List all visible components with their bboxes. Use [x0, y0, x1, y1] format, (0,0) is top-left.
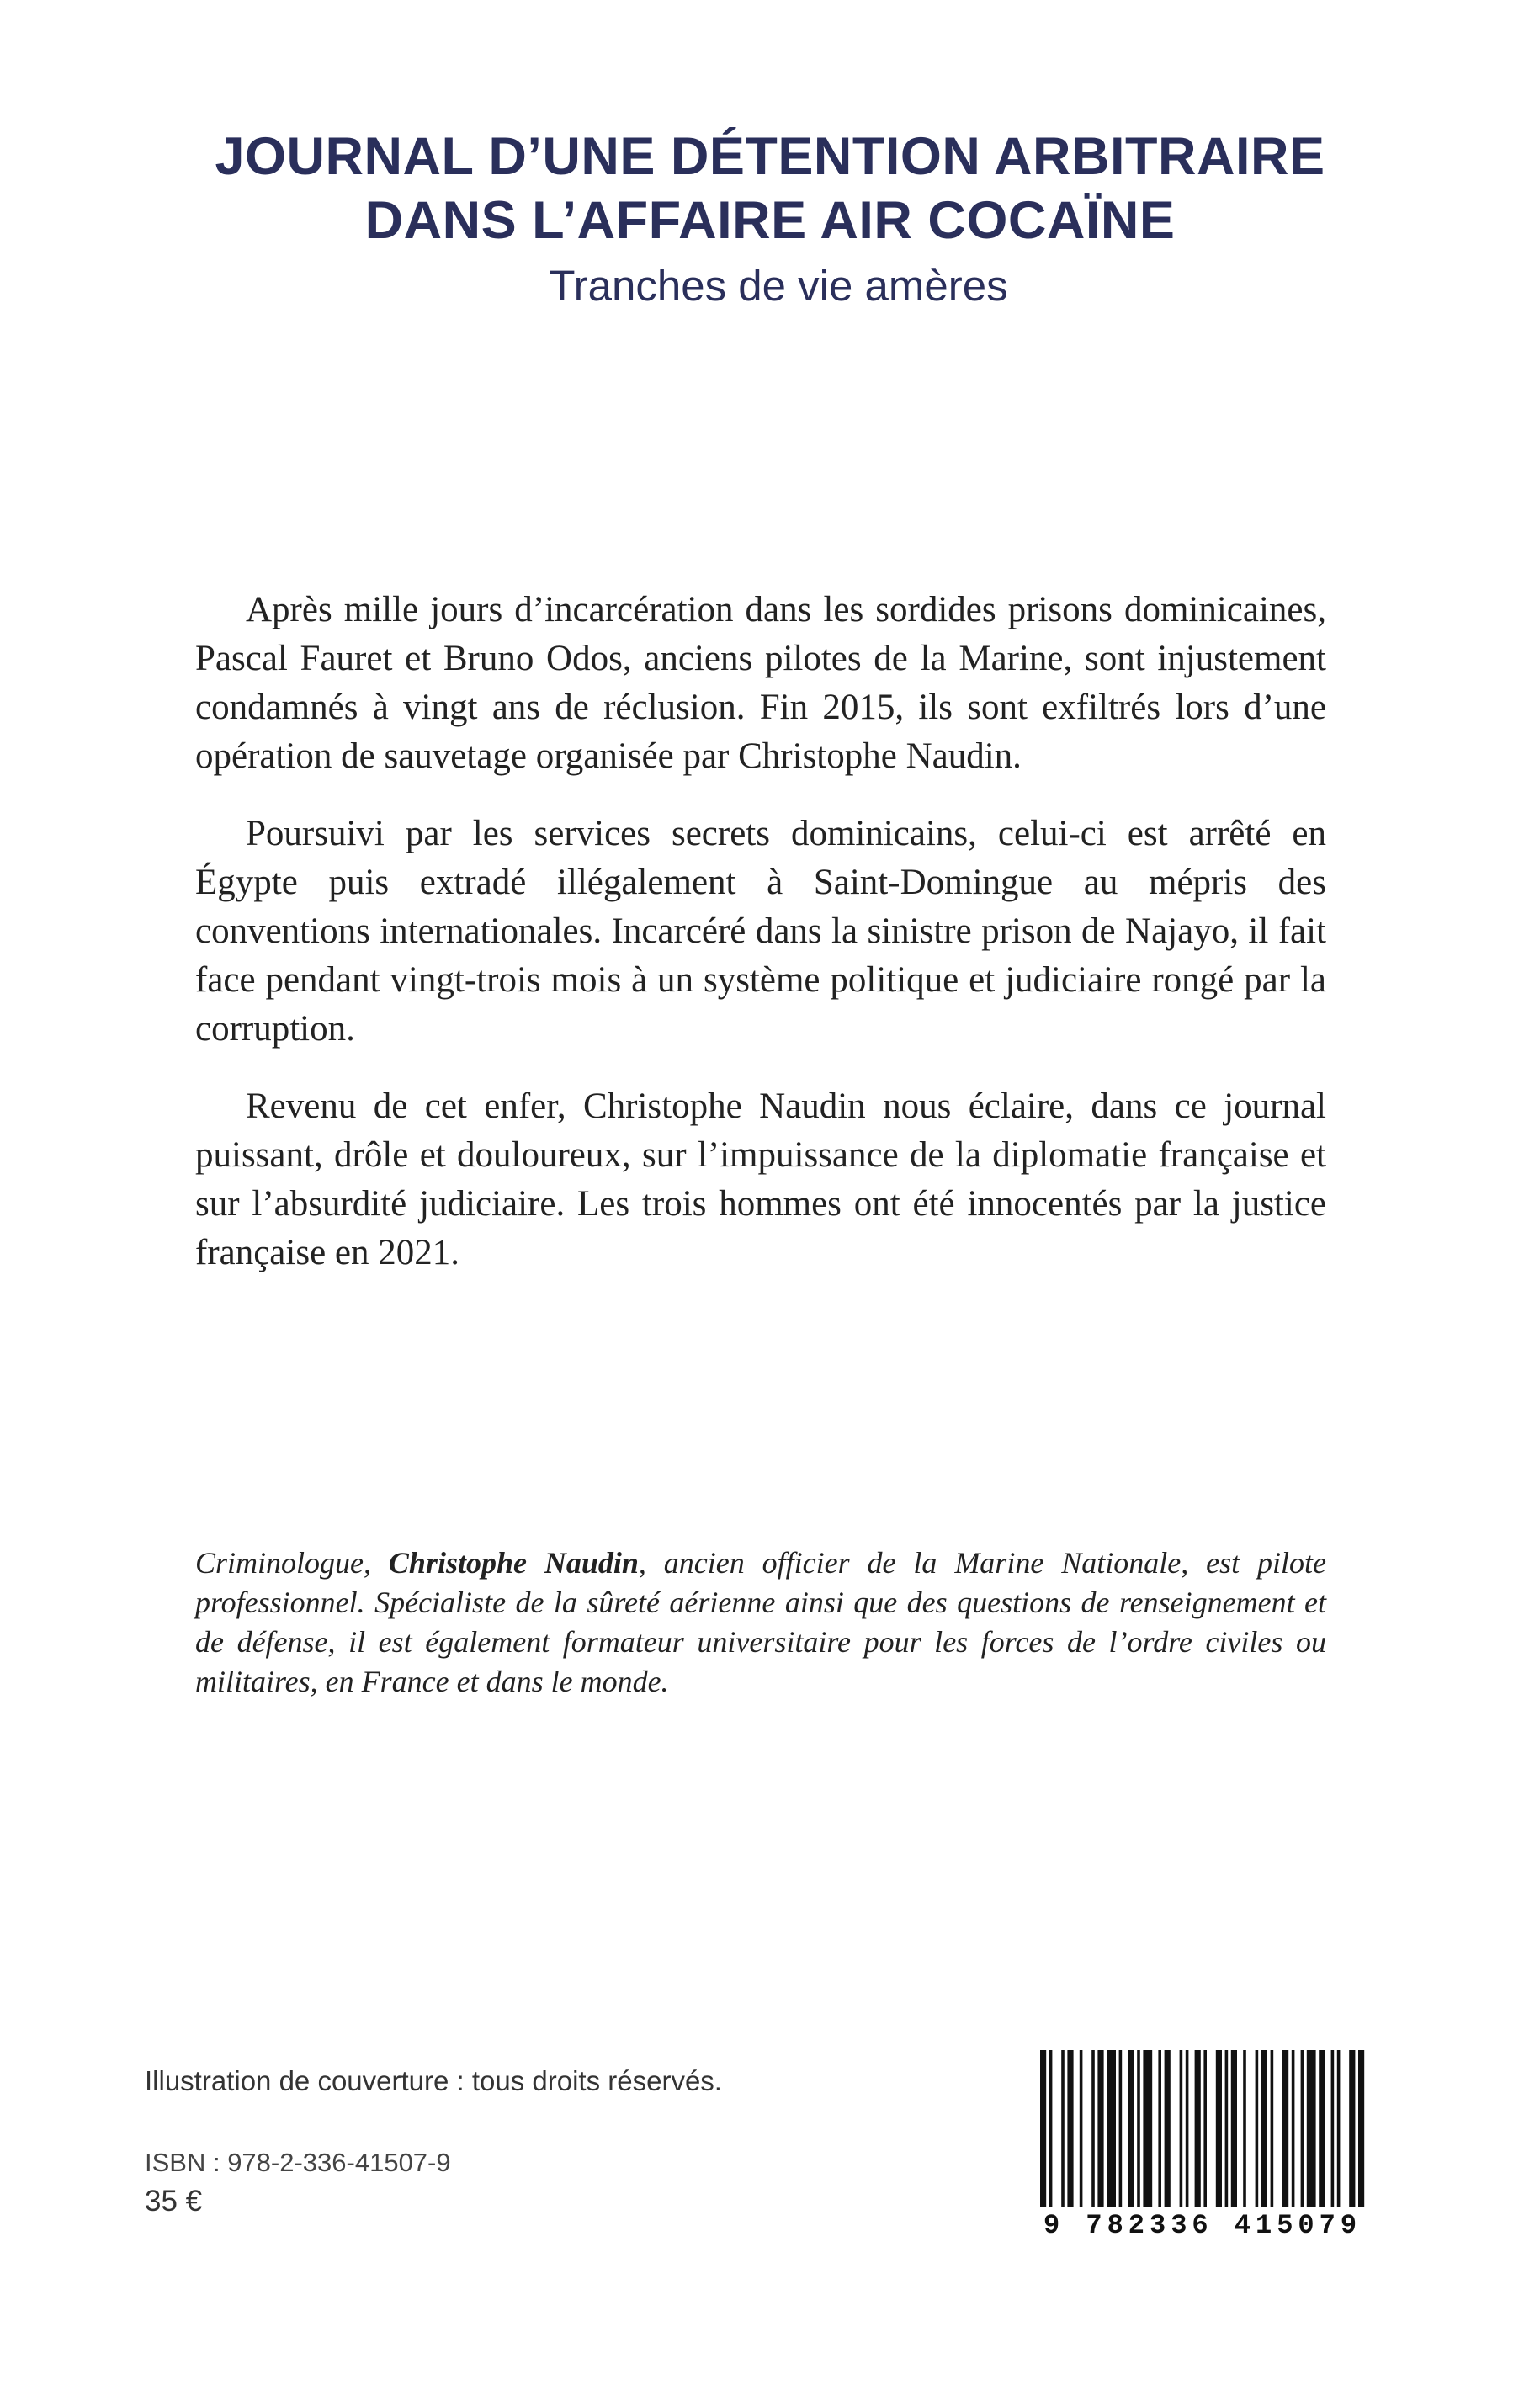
barcode-bar	[1080, 2050, 1083, 2207]
barcode-bar	[1307, 2050, 1316, 2207]
title-line-1: JOURNAL D’UNE DÉTENTION ARBITRAIRE	[215, 127, 1325, 186]
barcode-bar	[1119, 2050, 1123, 2207]
illustration-credit: Illustration de couverture : tous droits réservés.	[145, 2065, 722, 2096]
bio-prefix: Criminologue,	[195, 1546, 389, 1580]
barcode-bar	[1216, 2050, 1222, 2207]
barcode-bar	[1128, 2050, 1134, 2207]
barcode-bar	[1186, 2050, 1189, 2207]
barcode-icon	[1033, 2050, 1372, 2210]
barcode-bar	[1067, 2050, 1073, 2207]
barcode-bar	[1319, 2050, 1325, 2207]
title-line-2: DANS L’AFFAIRE AIR COCAÏNE	[364, 191, 1176, 250]
footer-info	[145, 2065, 722, 2218]
barcode-bar	[1243, 2050, 1246, 2207]
blurb-paragraph: Poursuivi par les services secrets dominicains, celui-ci est arrêté en Égypte puis extradé illégalement à Saint-Domingue au mépris des conventions internationales. Incarcéré dans la sinistre prison de Najayo, il fait face pendant vingt-trois mois à un système politique et judiciaire rongé par la corruption.	[195, 814, 1326, 1049]
barcode-bar	[1165, 2050, 1171, 2207]
barcode-digits: 9 782336 415079	[1043, 2210, 1362, 2241]
blurb-paragraph: Revenu de cet enfer, Christophe Naudin nous éclaire, dans ce journal puissant, drôle et douloureux, sur l’impuissance de la diplomatie française et sur l’absurdité judiciaire. Les trois hommes ont été innocentés par la justice française en 2021.	[195, 1086, 1326, 1272]
barcode-bar	[1301, 2050, 1304, 2207]
barcode-bar	[1358, 2050, 1364, 2207]
title-block	[0, 125, 1540, 313]
blurb-paragraph: Après mille jours d’incarcération dans les sordides prisons dominicaines, Pascal Fauret et Bruno Odos, anciens pilotes de la Marine, sont injustement condamnés à vingt ans de réclusion. Fin 2015, ils sont exfiltrés lors d’une opération de sauvetage organisée par Christophe Naudin.	[195, 590, 1326, 776]
barcode-bar	[1040, 2050, 1046, 2207]
barcode-bar	[1097, 2050, 1103, 2207]
barcode-bar	[1256, 2050, 1259, 2207]
barcode-bar	[1137, 2050, 1140, 2207]
barcode-bar	[1143, 2050, 1152, 2207]
barcode-bar	[1158, 2050, 1161, 2207]
author-name: Christophe Naudin	[388, 1546, 639, 1580]
barcode-bar	[1331, 2050, 1335, 2207]
author-bio	[195, 1543, 1326, 1702]
barcode-bar	[1195, 2050, 1201, 2207]
blurb	[195, 586, 1326, 1306]
barcode	[1033, 2050, 1372, 2241]
subtitle: Tranches de vie amères	[549, 262, 1008, 310]
barcode-bar	[1231, 2050, 1237, 2207]
isbn: ISBN : 978-2-336-41507-9	[145, 2148, 451, 2177]
barcode-bar	[1107, 2050, 1116, 2207]
barcode-bar	[1091, 2050, 1095, 2207]
barcode-bar	[1282, 2050, 1288, 2207]
bio-text: , ancien officier de la Marine Nationale, est pilote professionnel. Spécialiste de la sûreté aérienne ainsi que des questions de renseignement et de défense, il est également formateur universitaire pour les forces de l’ordre civiles ou militaires, en France et dans le monde.	[195, 1546, 1326, 1698]
barcode-bar	[1180, 2050, 1183, 2207]
barcode-bar	[1337, 2050, 1341, 2207]
barcode-bar	[1203, 2050, 1207, 2207]
barcode-bar	[1261, 2050, 1267, 2207]
barcode-bar	[1271, 2050, 1274, 2207]
barcode-bar	[1292, 2050, 1295, 2207]
price: 35 €	[145, 2185, 203, 2218]
barcode-bar	[1349, 2050, 1355, 2207]
barcode-bar	[1049, 2050, 1053, 2207]
barcode-bar	[1061, 2050, 1065, 2207]
barcode-bar	[1225, 2050, 1229, 2207]
